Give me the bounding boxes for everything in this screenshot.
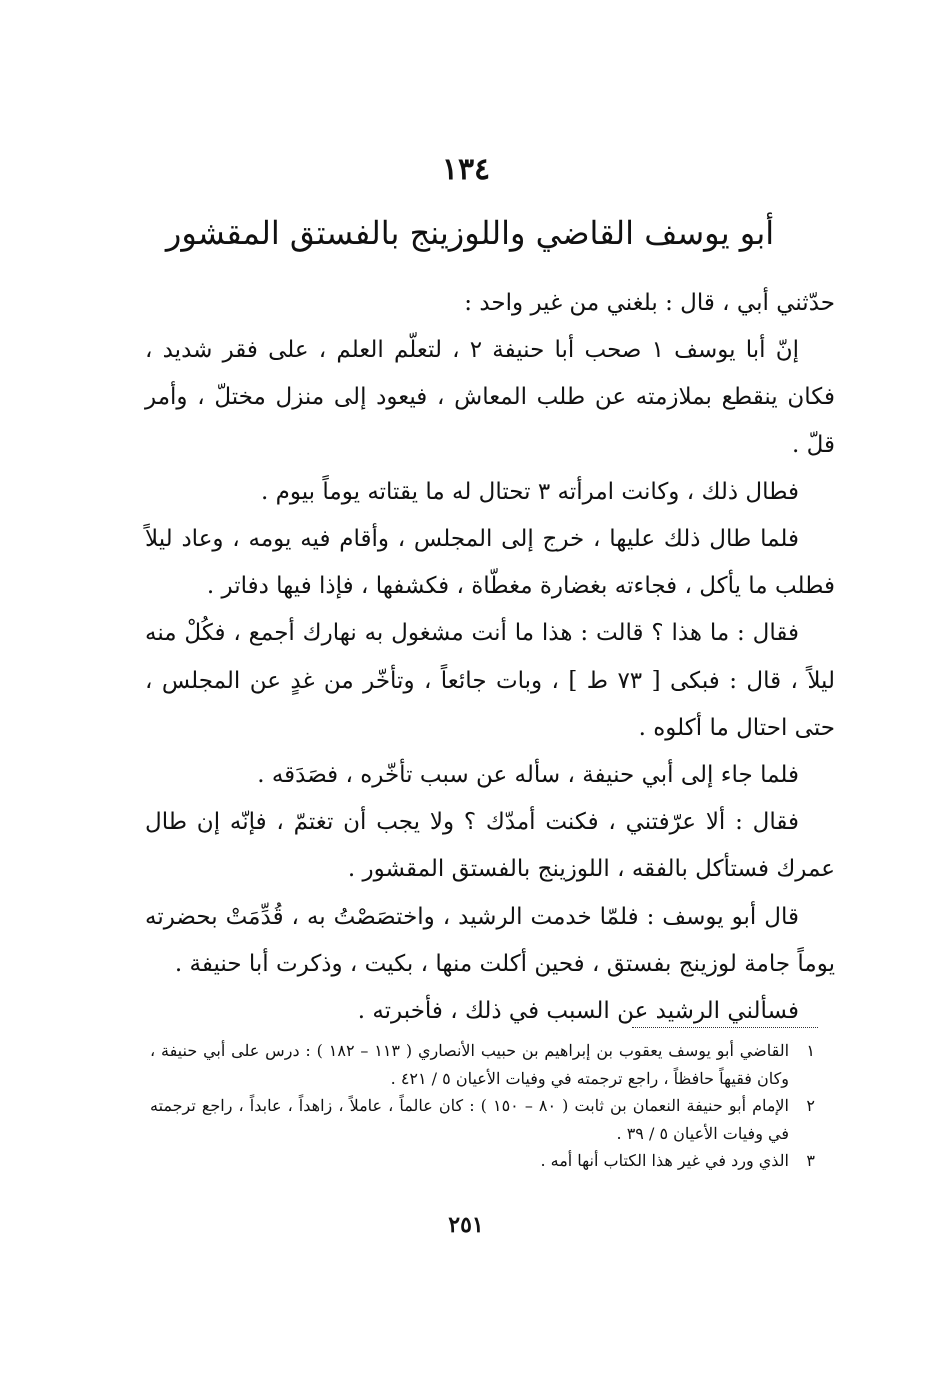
footnote-text: الإمام أبو حنيفة النعمان بن ثابت ( ٨٠ – ١٥٠ ) : كان عالماً ، عاملاً ، زاهداً ، عابداً ، راجع ترجمته في وفيات الأعيان ٥ / ٣٩ .: [150, 1096, 789, 1143]
footnote-number: ٣: [806, 1151, 815, 1170]
paragraph: فلما جاء إلى أبي حنيفة ، سأله عن سبب تأخّره ، فصَدَقه .: [257, 762, 799, 789]
footnote-divider: [632, 1027, 818, 1028]
footnotes: [150, 1037, 815, 1175]
paragraph: إنّ أبا يوسف ١ صحب أبا حنيفة ٢ ، لتعلّم العلم ، على فقر شديد ، فكان ينقطع بملازمته عن طلب المعاش ، فيعود إلى منزل مختلّ ، وأمر قلّ .: [145, 337, 835, 458]
chapter-title: أبو يوسف القاضي واللوزينج بالفستق المقشور: [165, 214, 775, 252]
paragraph: فقال : ألا عرّفتني ، فكنت أمدّك ؟ ولا يجب أن تغتمّ ، فإنّه إن طال عمرك فستأكل بالفقه ، اللوزينج بالفستق المقشور .: [145, 809, 835, 883]
paragraph: فسألني الرشيد عن السبب في ذلك ، فأخبرته .: [357, 998, 799, 1025]
page-number: ٢٥١: [448, 1212, 484, 1238]
footnote: [150, 1147, 815, 1175]
chapter-number: ١٣٤: [441, 152, 491, 187]
footnote-number: ١: [806, 1041, 815, 1060]
paragraph: قال أبو يوسف : فلمّا خدمت الرشيد ، واختصَصْتُ به ، قُدِّمَتْ بحضرته يوماً جامة لوزينج بفستق ، فحين أكلت منها ، بكيت ، وذكرت أبا حنيفة .: [145, 903, 835, 977]
paragraph: حدّثني أبي ، قال : بلغني من غير واحد :: [464, 290, 835, 316]
footnote-text: الذي ورد في غير هذا الكتاب أنها أمه .: [540, 1151, 789, 1170]
paragraph: فقال : ما هذا ؟ قالت : هذا ما أنت مشغول به نهارك أجمع ، فكُلْ منه ليلاً ، قال : فبكى [ ٧٣ ط ] ، وبات جائعاً ، وتأخّر من غدٍ عن المجلس ، حتى احتال ما أكلوه .: [145, 620, 835, 741]
footnote: [150, 1092, 815, 1147]
footnote-text: القاضي أبو يوسف يعقوب بن إبراهيم بن حبيب الأنصاري ( ١١٣ – ١٨٢ ) : درس على أبي حنيفة ، وكان فقيهاً حافظاً ، راجع ترجمته في وفيات الأعيان ٥ / ٤٢١ .: [150, 1041, 790, 1088]
paragraph: فطال ذلك ، وكانت امرأته ٣ تحتال له ما يقتاته يوماً بيوم .: [261, 478, 799, 505]
paragraph: فلما طال ذلك عليها ، خرج إلى المجلس ، وأقام فيه يومه ، وعاد ليلاً فطلب ما يأكل ، فجاءته بغضارة مغطّاة ، فكشفها ، فإذا فيها دفاتر .: [145, 526, 835, 600]
footnote-number: ٢: [806, 1096, 815, 1115]
body-text: [145, 280, 835, 1035]
footnote: [150, 1037, 815, 1092]
